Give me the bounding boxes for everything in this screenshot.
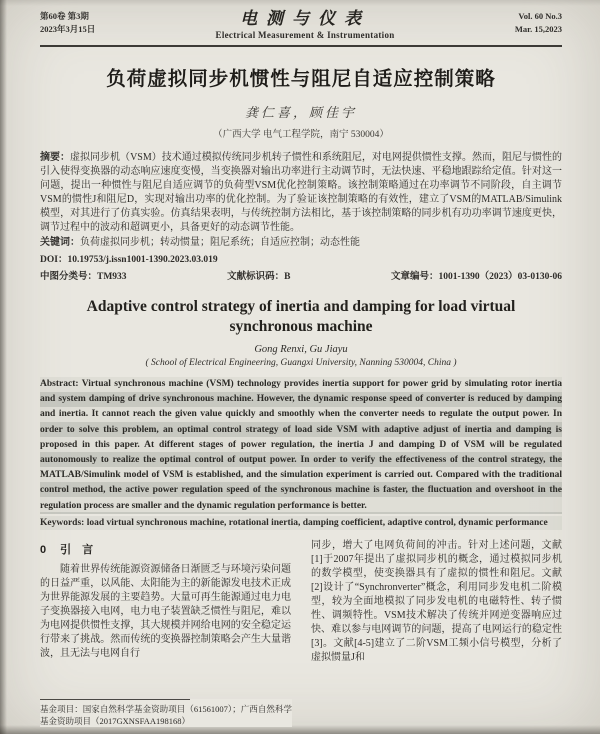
classification-row <box>40 271 562 284</box>
journal-name-en: Electrical Measurement & Instrumentation <box>215 30 395 40</box>
abstract-label-cn: 摘要： <box>40 152 71 163</box>
abstract-en <box>40 377 562 514</box>
keywords-label-cn: 关键词： <box>40 237 80 248</box>
affiliation-en: ( School of Electrical Engineering, Guangxi University, Nanning 530004, China ) <box>145 358 457 368</box>
journal-name-cn: 电测与仪表 <box>240 9 371 28</box>
authors-en: Gong Renxi, Gu Jiayu <box>254 344 348 355</box>
keywords-text-cn: 负荷虚拟同步机；转动惯量；阻尼系统；自适应控制；动态性能 <box>80 237 360 248</box>
authors-cn: 龚仁喜，顾佳宇 <box>244 105 357 120</box>
article-number: 文章编号：1001-1390（2023）03-0130-06 <box>391 272 562 282</box>
volume-info-en: Vol. 60 No.3 <box>518 11 562 21</box>
keywords-text-en: load virtual synchronous machine, rotational inertia, damping coefficient, adaptive control, dynamic performance <box>86 517 548 528</box>
document-code: 文献标识码：B <box>227 272 291 282</box>
affiliation-cn: （广西大学 电气工程学院，南宁 530004） <box>213 130 389 140</box>
issue-date-en: Mar. 15,2023 <box>514 24 562 34</box>
abstract-text-cn: 虚拟同步机（VSM）技术通过模拟传统同步机转子惯性和系统阻尼，对电网提供惯性支撑。然而，阻尼与惯性的引入使得变换器的动态响应速度变慢，当变换器对输出功率进行主动调节时，无法快速、平稳地跟踪给定值。针对这一问题，提出一种惯性与阻尼自适应调节的负荷型VSM优化控制策略。该控制策略通过在功率调节不同阶段，自主调节VSM的惯性J和阻尼D，实现对输出功率的优化控制。为了验证该控制策略的有效性，建立了VSM的MATLAB/Simulink模型，对其进行了仿真实验。仿真结果表明，与传统控制方法相比，基于该控制策略的同步机有功功率调节速度更快，调节过程中的波动和超调更小，具备更好的动态调节性能。 <box>40 152 562 233</box>
clc-number: 中图分类号：TM933 <box>40 272 127 282</box>
intro-right-column <box>311 539 562 729</box>
section-heading <box>40 541 291 557</box>
article-title-cn: 负荷虚拟同步机惯性与阻尼自适应控制策略 <box>106 68 496 90</box>
header-center-block <box>216 10 395 40</box>
issue-date-cn: 2023年3月15日 <box>40 24 96 34</box>
keywords-label-en: Keywords: <box>40 517 85 528</box>
article-title-en: Adaptive control strategy of inertia and damping for load virtual synchronous machine <box>86 298 516 335</box>
section-title: 引 言 <box>60 544 94 557</box>
section-number: 0 <box>40 544 47 557</box>
header-right-block <box>515 10 562 36</box>
footnote-rule <box>40 699 190 700</box>
issue-info-cn: 第60卷 第3期 <box>40 11 89 21</box>
abstract-cn <box>40 151 562 235</box>
intro-paragraph-left: 随着世界传统能源资源储备日渐匮乏与环境污染问题的日益严重，以风能、太阳能为主的新能源发电技术正成为世界能源发展的主要趋势。大量可再生能源通过电力电子变换器接入电网，电力电子装置缺乏惯性与阻尼，难以为电网提供惯性支撑，其大规模并网给电网的安全稳定运行带来了挑战。然而传统的变换器控制策略会产生大量谐波，且无法与电网自行 <box>40 564 291 660</box>
doi-line: DOI：10.19753/j.issn1001-1390.2023.03.019 <box>40 255 218 265</box>
keywords-en <box>40 516 562 531</box>
header-left-block <box>40 10 95 36</box>
intro-paragraph-right: 同步，增大了电网负荷间的冲击。针对上述问题，文献[1]于2007年提出了虚拟同步机的概念，通过模拟同步机的数学模型，使变换器具有了虚拟的惯性和阻尼。文献[2]设计了“Synchronverter”概念，利用同步发电机二阶模型，较为全面地模拟了同步发电机的电磁特性、转子惯性、调频特性。VSM技术解决了传统并网逆变器响应过快、难以参与电网调节的问题，提高了电网运行的稳定性[3]。文献[4-5]建立了二阶VSM工频小信号模型，分析了虚拟惯量J和 <box>311 540 562 664</box>
fund-note-text: 基金项目：国家自然科学基金资助项目（61561007）；广西自然科学基金资助项目（2017GXNSFAA198168） <box>40 704 292 726</box>
abstract-label-en: Abstract: <box>40 379 79 389</box>
keywords-cn <box>40 236 562 250</box>
fund-footnote <box>40 699 292 727</box>
abstract-text-en: Virtual synchronous machine (VSM) technology provides inertia support for power grid by simulating rotor inertia and system damping of drive synchronous machine. However, the dynamic response speed of converter is reduced by damping and inertia. It cannot reach the given value quickly and smoothly when the converter needs to regulate the output power. In order to solve this problem, an optimal control strategy of load side VSM with adaptive adjust of inertia and damping is proposed in this paper. At different stages of power regulation, the inertia J and damping D of VSM will be regulated autonomously to realize the optimal control of output power. In order to verify the effectiveness of the control strategy, the MATLAB/Simulink model of VSM is established, and the simulation experiment is carried out. Compared with the traditional control method, the active power regulation speed of the synchronous machine is faster, the fluctuation and overshoot in the regulation process are smaller and the dynamic regulation performance is better. <box>40 379 562 511</box>
journal-header <box>40 10 562 47</box>
